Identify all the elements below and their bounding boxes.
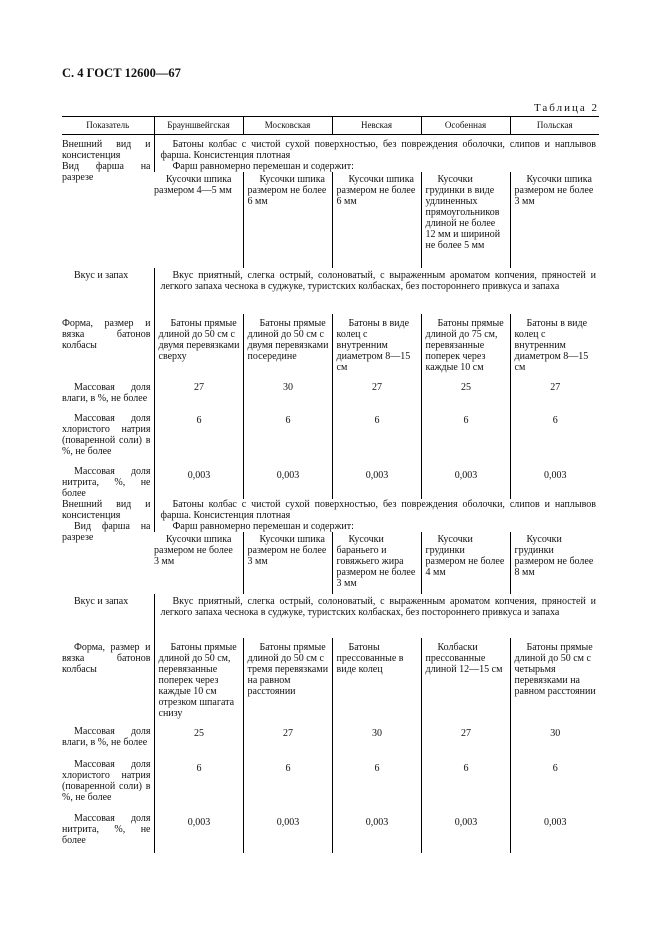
page-header: С. 4 ГОСТ 12600—67 bbox=[62, 66, 181, 80]
column-header: Брауншвейгская bbox=[154, 117, 243, 135]
row-label: Массовая доля нитрита, %, не более bbox=[62, 813, 151, 846]
cell: Батоны в виде колец с внутренним диаметром 8—15 см bbox=[510, 314, 599, 378]
column-header: Польская bbox=[510, 117, 599, 135]
cell: 27 bbox=[332, 378, 421, 411]
table-caption: Таблица 2 bbox=[533, 102, 599, 114]
row-label: Вид фарша на разрезе bbox=[62, 161, 151, 183]
cell: 0,003 bbox=[510, 813, 599, 853]
table-row bbox=[62, 161, 599, 172]
cell: Кусочки грудинки размером не более 8 мм bbox=[510, 532, 599, 594]
row-label: Форма, размер и вязка батонов колбасы bbox=[62, 318, 151, 351]
table-row bbox=[62, 314, 599, 378]
cell: 27 bbox=[421, 724, 510, 759]
cell: 30 bbox=[243, 378, 332, 411]
table-row bbox=[62, 499, 599, 521]
cell: 6 bbox=[421, 759, 510, 813]
row-label: Массовая доля влаги, в %, не более bbox=[62, 726, 151, 748]
cell: 6 bbox=[332, 759, 421, 813]
table-row bbox=[62, 411, 599, 466]
table-row bbox=[62, 268, 599, 314]
row-label: Внешний вид и консистенция bbox=[62, 499, 151, 521]
cell: 0,003 bbox=[154, 466, 243, 499]
row-label: Массовая доля хлористого натрия (поваренной соли) в %, не более bbox=[62, 759, 151, 803]
table-row bbox=[62, 521, 599, 532]
cell: Батоны прямые длиной до 50 см с четырьмя перевязками на равном расстоянии bbox=[510, 638, 599, 724]
row-label: Вид фарша на разрезе bbox=[62, 521, 151, 543]
cell: 6 bbox=[510, 411, 599, 466]
cell: Кусочки шпика размером 4—5 мм bbox=[154, 174, 232, 196]
table-row bbox=[62, 759, 599, 813]
row-label: Вкус и запах bbox=[74, 270, 129, 281]
cell: Кусочки шпика размером не более 6 мм bbox=[332, 172, 421, 268]
column-header: Московская bbox=[243, 117, 332, 135]
table-row bbox=[62, 135, 599, 162]
table-header-row bbox=[62, 117, 599, 135]
cell: 27 bbox=[154, 378, 243, 411]
cell: Батоны прямые длиной до 50 см с двумя перевязками сверху bbox=[154, 314, 243, 378]
cell: 27 bbox=[243, 724, 332, 759]
cell: 25 bbox=[154, 724, 243, 759]
column-header: Показатель bbox=[62, 117, 154, 135]
cell: 0,003 bbox=[243, 466, 332, 499]
cell: 6 bbox=[154, 411, 243, 466]
appearance-text: Батоны колбас с чистой сухой поверхностью, без повреждения оболочки, слипов и наплывов фарша. Консистенция плотная bbox=[154, 135, 599, 162]
cell: 25 bbox=[421, 378, 510, 411]
row-label: Форма, размер и вязка батонов колбасы bbox=[62, 642, 151, 675]
taste-text: Вкус приятный, слегка острый, солоноватый, с выраженным ароматом копчения, пряностей и легкого запаха чеснока в суджуке, туристских колбасках, без постороннего привкуса и запаха bbox=[154, 268, 599, 314]
cell: 30 bbox=[332, 724, 421, 759]
cell: 6 bbox=[510, 759, 599, 813]
cell: 0,003 bbox=[243, 813, 332, 853]
cut-intro-text: Фарш равномерно перемешан и содержит: bbox=[154, 521, 599, 532]
table-row bbox=[62, 724, 599, 759]
cell: Батоны прямые длиной до 75 см, перевязанные поперек через каждые 10 см bbox=[421, 314, 510, 378]
cell: 6 bbox=[421, 411, 510, 466]
cell: Батоны прессованные в виде колец bbox=[332, 638, 421, 724]
cell: 6 bbox=[154, 759, 243, 813]
cut-intro-text: Фарш равномерно перемешан и содержит: bbox=[154, 161, 599, 172]
cell: Кусочки грудинки в виде удлиненных прямоугольников длиной не более 12 мм и шириной не более 5 мм bbox=[421, 172, 510, 268]
row-label: Массовая доля влаги, в %, не более bbox=[62, 382, 151, 404]
taste-text: Вкус приятный, слегка острый, солоноватый, с выраженным ароматом копчения, пряностей и легкого запаха чеснока в суджуке, туристских колбасках, без постороннего привкуса и запаха bbox=[154, 594, 599, 638]
cell: 6 bbox=[243, 759, 332, 813]
cell: 0,003 bbox=[421, 466, 510, 499]
cell: Батоны прямые длиной до 50 см с двумя перевязками посередине bbox=[243, 314, 332, 378]
cell: 6 bbox=[332, 411, 421, 466]
cell: Кусочки шпика размером не более 3 мм bbox=[243, 532, 332, 594]
cell: Батоны прямые длиной до 50 см с тремя перевязками на равном расстоянии bbox=[243, 638, 332, 724]
cell: 0,003 bbox=[421, 813, 510, 853]
table-row bbox=[62, 813, 599, 853]
cell: Кусочки шпика размером не более 6 мм bbox=[243, 172, 332, 268]
column-header: Невская bbox=[332, 117, 421, 135]
cell: 0,003 bbox=[510, 466, 599, 499]
cell: 0,003 bbox=[332, 813, 421, 853]
table-row bbox=[62, 378, 599, 411]
row-label: Массовая доля нитрита, %, не более bbox=[62, 466, 151, 499]
cell: 30 bbox=[510, 724, 599, 759]
table-row bbox=[62, 466, 599, 499]
cell: 6 bbox=[243, 411, 332, 466]
cell: Батоны в виде колец с внутренним диаметром 8—15 см bbox=[332, 314, 421, 378]
cell: 27 bbox=[510, 378, 599, 411]
cell: Кусочки грудинки размером не более 4 мм bbox=[421, 532, 510, 594]
cell: Кусочки шпика размером не более 3 мм bbox=[154, 534, 233, 567]
cell: 0,003 bbox=[154, 813, 243, 853]
table-row bbox=[62, 594, 599, 638]
column-header: Особенная bbox=[421, 117, 510, 135]
cell: Кусочки шпика размером не более 3 мм bbox=[510, 172, 599, 268]
spec-table bbox=[62, 116, 599, 853]
table-row bbox=[62, 638, 599, 724]
cell: Колбаски прессованные длиной 12—15 см bbox=[421, 638, 510, 724]
row-label: Массовая доля хлористого натрия (поваренной соли) в %, не более bbox=[62, 413, 151, 457]
cell: Батоны прямые длиной до 50 см, перевязанные поперек через каждые 10 см отрезком шпагата снизу bbox=[154, 638, 243, 724]
cell: 0,003 bbox=[332, 466, 421, 499]
appearance-text: Батоны колбас с чистой сухой поверхностью, без повреждения оболочки, слипов и наплывов фарша. Консистенция плотная bbox=[154, 499, 599, 521]
row-label: Внешний вид и консистенция bbox=[62, 139, 151, 161]
cell: Кусочки бараньего и говяжьего жира размером не более 3 мм bbox=[332, 532, 421, 594]
row-label: Вкус и запах bbox=[74, 596, 129, 607]
